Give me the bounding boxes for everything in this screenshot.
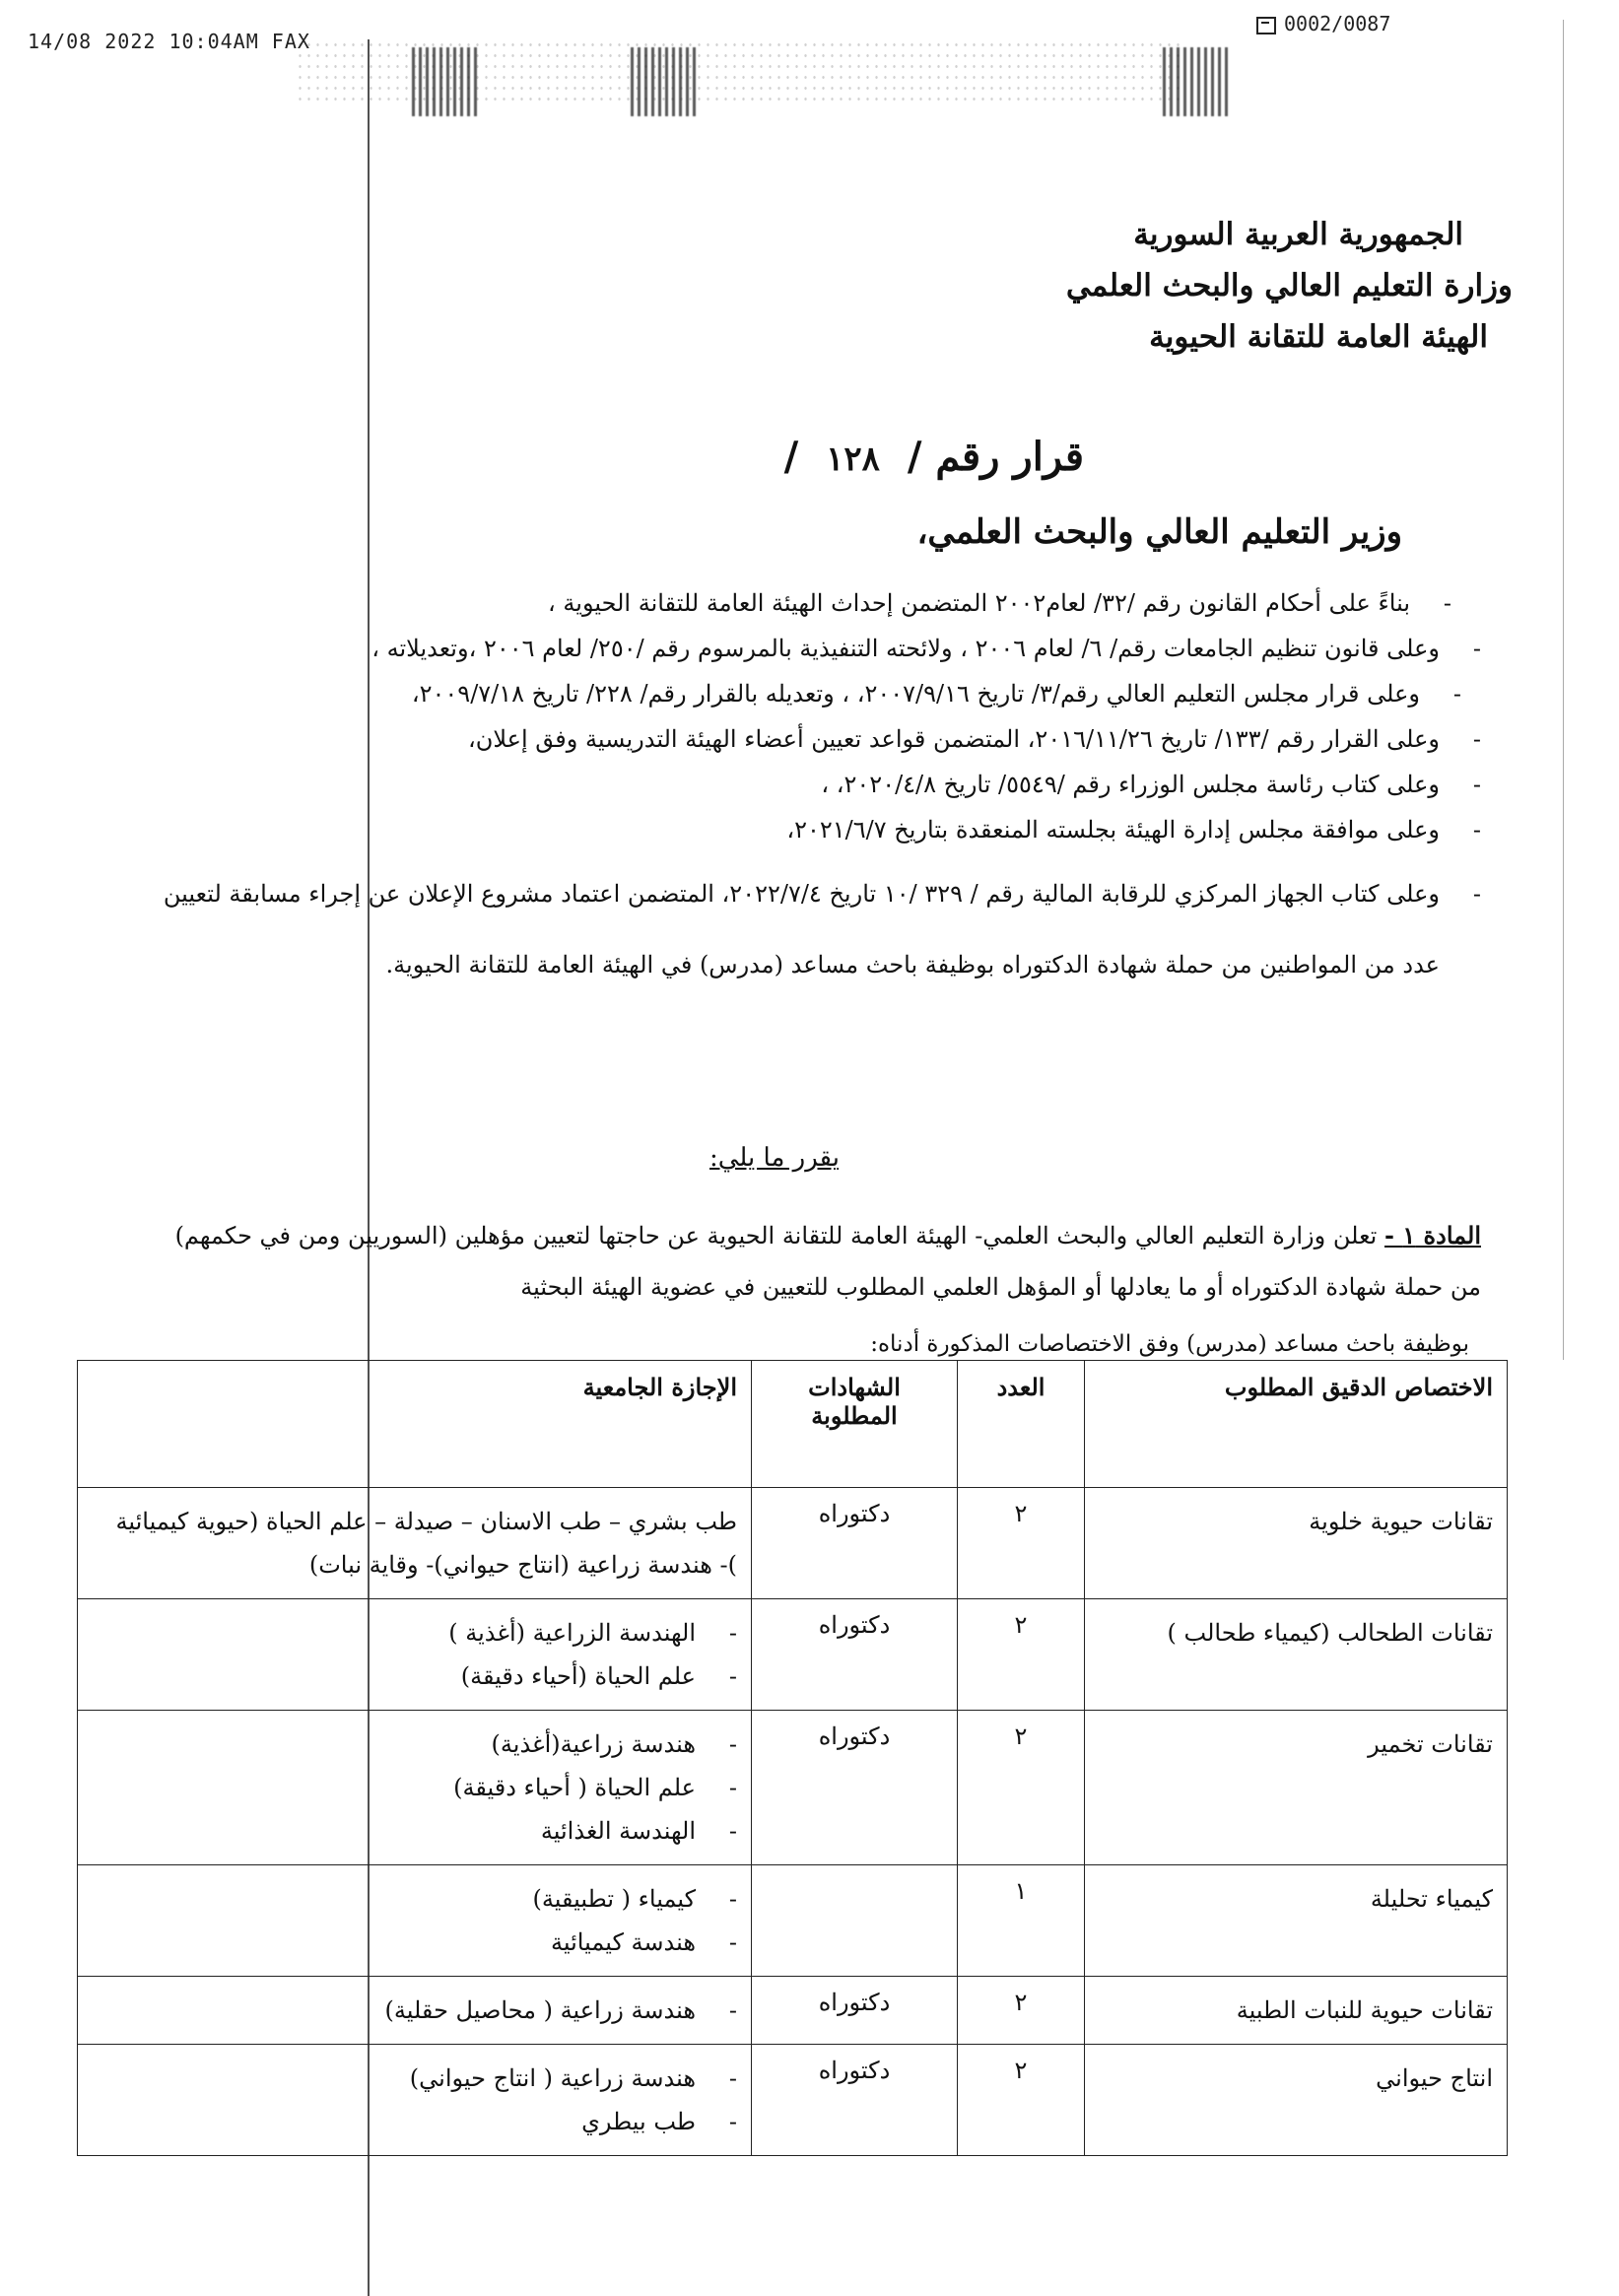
count-cell: ٢ [958,1488,1085,1599]
article-text: تعلن وزارة التعليم العالي والبحث العلمي- الهيئة العامة للتقانة الحيوية عن حاجتها لتعيين مؤهلين (السوريين ومن في حكمهم) من حملة شهادة الدكتوراه أو ما يعادلها أو المؤهل العلمي المطلوب للتعيين في عضوية الهيئة البحثية [174,1222,1481,1301]
specialty-cell: انتاج حيواني [1085,2045,1508,2156]
issuing-authority [823,209,1513,363]
header-count: العدد [958,1361,1085,1488]
certificate-cell: دكتوراه [752,1977,958,2045]
specialty-cell: كيمياء تحليلة [1085,1865,1508,1977]
commission-name: الهيئة العامة للتقانة الحيوية [1149,319,1488,355]
fax-header: 14/08 2022 10:04AM FAX [28,30,310,53]
degree-item: - طب بيطري [92,2100,737,2143]
degree-item: - هندسة زراعية ( محاصيل حقلية) [92,1989,737,2032]
count-cell: ٢ [958,1977,1085,2045]
header-degree: الإجازة الجامعية [78,1361,752,1488]
degree-item: - الهندسة الزراعية (أغذية ) [92,1611,737,1654]
clause: - وعلى قانون تنظيم الجامعات رقم/ ٦/ لعام ٢٠٠٦ ، ولائحته التنفيذية بالمرسوم رقم /٢٥٠/ لعام ٢٠٠٦ ،وتعديلاته ، [371,635,1481,662]
degree-cell [78,1711,752,1865]
degree-item: - علم الحياة (أحياء دقيقة) [92,1654,737,1698]
count-cell: ٢ [958,1599,1085,1711]
count-cell: ٢ [958,1711,1085,1865]
minister-title: وزير التعليم العالي والبحث العلمي، [916,512,1402,552]
certificate-cell: دكتوراه [752,2045,958,2156]
certificate-cell [752,1865,958,1977]
count-cell: ١ [958,1865,1085,1977]
clause: - بناءً على أحكام القانون رقم /٣٢/ لعام٢٠٠٢ المتضمن إحداث الهيئة العامة للتقانة الحيوية ، [548,589,1451,617]
degree-item: - هندسة كيميائية [92,1921,737,1964]
table-row [78,2045,1508,2156]
degree-item: - هندسة زراعية ( انتاج حيواني) [92,2057,737,2100]
specialties-table [77,1360,1508,2156]
table-row [78,1865,1508,1977]
degree-item: - كيمياء ( تطبيقية) [92,1877,737,1921]
fax-mark-2 [631,47,700,116]
ministry-name: وزارة التعليم العالي والبحث العلمي [1065,268,1513,304]
decision-number: ١٢٨ [826,439,880,479]
specialty-cell: تقانات حيوية خلوية [1085,1488,1508,1599]
degree-cell: طب بشري – طب الاسنان – صيدلة – علم الحياة (حيوية كيميائية )- هندسة زراعية (انتاج حيواني)- وقاية نبات) [78,1488,752,1599]
degree-item: - علم الحياة ( أحياء دقيقة) [92,1766,737,1809]
certificate-cell: دكتوراه [752,1711,958,1865]
fax-page-number [1256,12,1390,35]
article-label: المادة ١ - [1383,1221,1481,1249]
specialty-cell: تقانات تخمير [1085,1711,1508,1865]
article-1 [161,1210,1481,1370]
table-header-row [78,1361,1508,1488]
degree-item: - هندسة زراعية(أغذية) [92,1722,737,1766]
scan-edge-line [1563,20,1564,1360]
degree-cell [78,1977,752,2045]
certificate-cell: دكتوراه [752,1488,958,1599]
decision-suffix: / [783,434,799,480]
article-text-end: بوظيفة باحث مساعد (مدرس) وفق الاختصاصات المذكورة أدناه: [870,1331,1469,1357]
fax-icon [1256,17,1276,34]
clause: - وعلى كتاب رئاسة مجلس الوزراء رقم /٥٥٤٩/ تاريخ ٢٠٢٠/٤/٨، ، [821,771,1481,798]
degree-cell [78,1599,752,1711]
preamble-clauses [161,586,1481,1012]
table-row [78,1977,1508,2045]
specialty-cell: تقانات الطحالب (كيمياء طحالب ) [1085,1599,1508,1711]
degree-cell [78,1865,752,1977]
clause: - وعلى قرار مجلس التعليم العالي رقم/٣/ تاريخ ٢٠٠٧/٩/١٦، ، وتعديله بالقرار رقم/ ٢٢٨/ تاريخ ٢٠٠٩/٧/١٨، [411,680,1461,708]
fax-page-text: 0002/0087 [1284,12,1391,35]
decides-heading: يقرر ما يلي: [709,1143,840,1173]
degree-cell [78,2045,752,2156]
fax-mark-3 [1163,47,1232,116]
clause: - وعلى موافقة مجلس إدارة الهيئة بجلسته المنعقدة بتاريخ ٢٠٢١/٦/٧، [786,816,1481,844]
degree-item: - الهندسة الغذائية [92,1809,737,1853]
country-name: الجمهورية العربية السورية [1133,217,1463,252]
header-certificates: الشهادات المطلوبة [752,1361,958,1488]
fax-mark-1 [412,47,481,116]
clause: - وعلى القرار رقم /١٣٣/ تاريخ ٢٠١٦/١١/٢٦، المتضمن قواعد تعيين أعضاء الهيئة التدريسية وفق إعلان، [467,725,1481,753]
table-row [78,1599,1508,1711]
header-specialty: الاختصاص الدقيق المطلوب [1085,1361,1508,1488]
count-cell: ٢ [958,2045,1085,2156]
table-row [78,1488,1508,1599]
decision-title [591,434,1084,480]
clause: - وعلى كتاب الجهاز المركزي للرقابة المالية رقم / ٣٢٩ /١٠ تاريخ ٢٠٢٢/٧/٤، المتضمن اعتماد مشروع الإعلان عن إجراء مسابقة لتعيين عدد من المواطنين من حملة شهادة الدكتوراه بوظيفة باحث مساعد (مدرس) في الهيئة العامة للتقانة الحيوية. [163,880,1481,979]
table-row [78,1711,1508,1865]
specialty-cell: تقانات حيوية للنبات الطبية [1085,1977,1508,2045]
certificate-cell: دكتوراه [752,1599,958,1711]
decision-prefix: قرار رقم / [907,434,1084,480]
